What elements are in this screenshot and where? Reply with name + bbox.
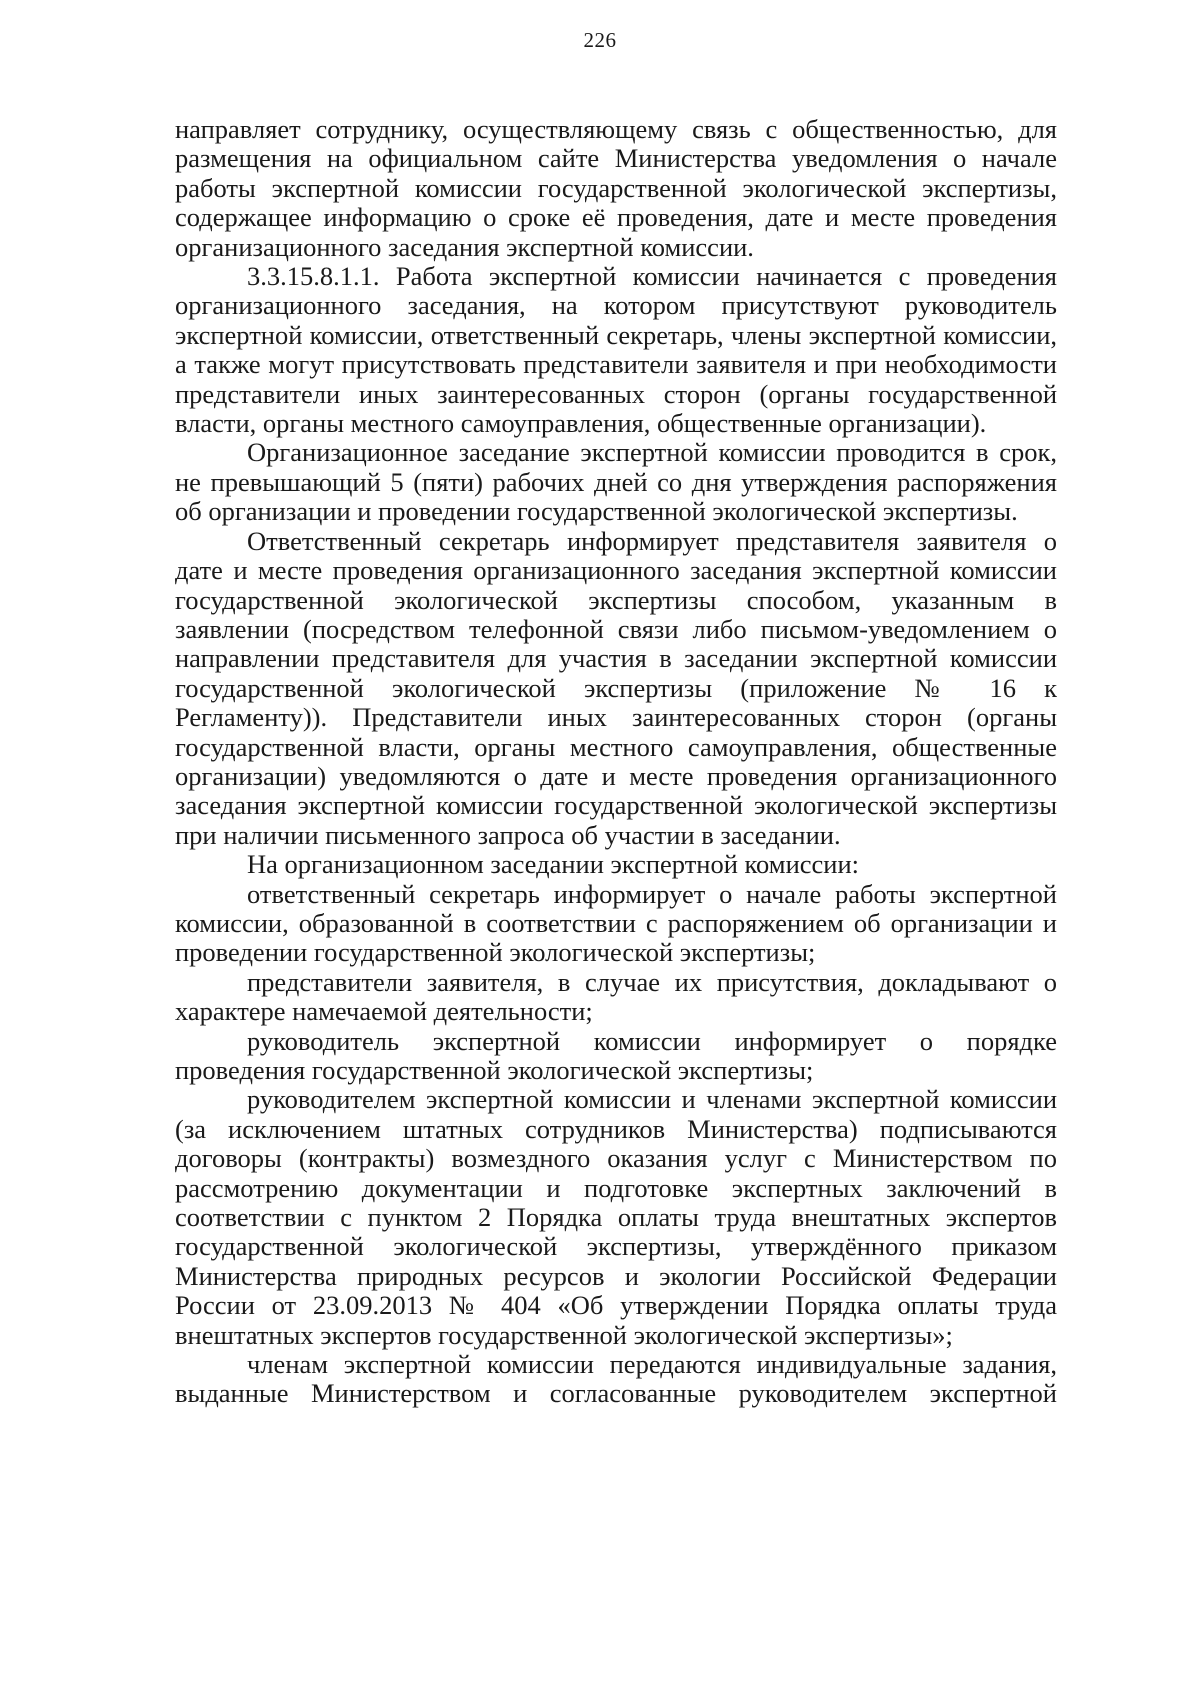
- list-item-contracts-signed: руководителем экспертной комиссии и членами экспертной комиссии (за исключением штатных сотрудников Министерства) подписываются договоры (контракты) возмездного оказания услуг с Министерством по рассмотрению документации и подготовке экспертных заключений в соответствии с пунктом 2 Порядка оплаты труда внештатных экспертов государственной экологической экспертизы, утверждённого приказом Министерства природных ресурсов и экологии Российской Федерации России от 23.09.2013 № 404 «Об утверждении Порядка оплаты труда внештатных экспертов государственной экологической экспертизы»;: [175, 1084, 1057, 1350]
- list-item-applicant-report: представители заявителя, в случае их присутствия, докладывают о характере намечаемой деятельности;: [175, 966, 1057, 1027]
- paragraph-meeting-deadline: Организационное заседание экспертной комиссии проводится в срок, не превышающий 5 (пяти) рабочих дней со дня утверждения распоряжения об организации и проведении государственной экологической экспертизы.: [175, 437, 1057, 527]
- page-number: 226: [583, 28, 617, 52]
- paragraph-section-3-3-15-8-1-1: 3.3.15.8.1.1. Работа экспертной комиссии начинается с проведения организационного заседания, на котором присутствуют руководитель экспертной комиссии, ответственный секретарь, члены экспертной комиссии, а также могут присутствовать представители заявителя и при необходимости представители иных заинтересованных сторон (органы государственной власти, органы местного самоуправления, общественные организации).: [175, 261, 1057, 439]
- paragraph-secretary-notification: Ответственный секретарь информирует представителя заявителя о дате и месте проведения организационного заседания экспертной комиссии государственной экологической экспертизы способом, указанным в заявлении (посредством телефонной связи либо письмом-уведомлением о направлении представителя для участия в заседании экспертной комиссии государственной экологической экспертизы (приложение № 16 к Регламенту)). Представители иных заинтересованных сторон (органы государственной власти, органы местного самоуправления, общественные организации) уведомляются о дате и месте проведения организационного заседания экспертной комиссии государственной экологической экспертизы при наличии письменного запроса об участии в заседании.: [175, 525, 1057, 850]
- list-item-tasks-issued: членам экспертной комиссии передаются индивидуальные задания, выданные Министерством и согласованные руководителем экспертной: [175, 1349, 1057, 1409]
- list-item-secretary-informs: ответственный секретарь информирует о начале работы экспертной комиссии, образованной в соответствии с распоряжением об организации и проведении государственной экологической экспертизы;: [175, 878, 1057, 968]
- list-item-head-informs: руководитель экспертной комиссии информирует о порядке проведения государственной экологической экспертизы;: [175, 1025, 1057, 1085]
- paragraph-intro: направляет сотруднику, осуществляющему связь с общественностью, для размещения на официальном сайте Министерства уведомления о начале работы экспертной комиссии государственной экологической экспертизы, содержащее информацию о сроке её проведения, дате и месте проведения организационного заседания экспертной комиссии.: [175, 114, 1057, 262]
- paragraph-meeting-agenda-intro: На организационном заседании экспертной комиссии:: [247, 849, 859, 880]
- document-body: [175, 115, 1057, 1409]
